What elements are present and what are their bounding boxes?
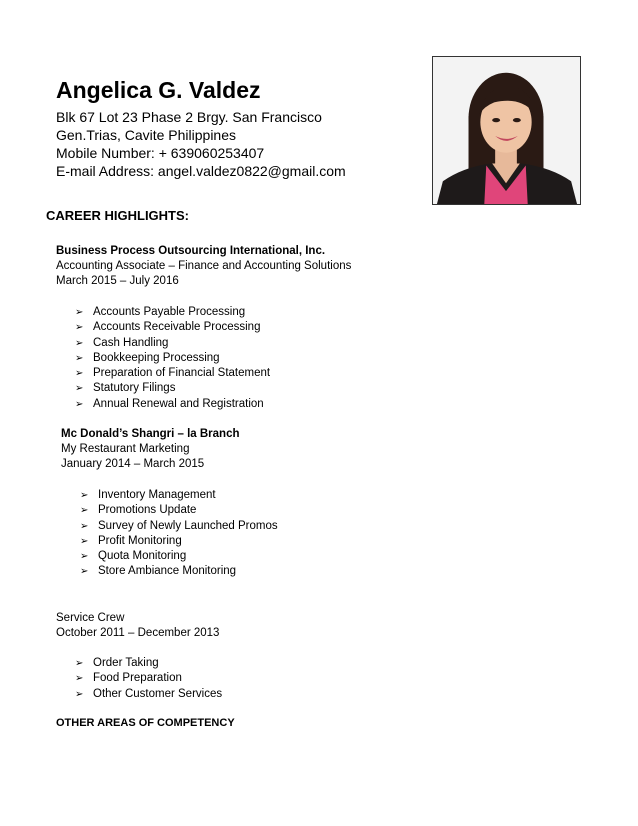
job-entry-2 [61, 427, 240, 472]
address-line-1: Blk 67 Lot 23 Phase 2 Brgy. San Francisco [56, 109, 322, 125]
list-item: ➢ Statutory Filings [75, 381, 270, 396]
arrow-bullet-icon: ➢ [80, 535, 89, 547]
arrow-bullet-icon: ➢ [80, 520, 89, 532]
profile-photo-icon [433, 57, 580, 204]
job-entry-1 [56, 244, 351, 289]
list-item: ➢ Bookkeeping Processing [75, 351, 270, 366]
arrow-bullet-icon: ➢ [75, 688, 84, 700]
arrow-bullet-icon: ➢ [80, 505, 89, 517]
job-2-duties [80, 488, 278, 580]
arrow-bullet-icon: ➢ [75, 368, 84, 380]
arrow-bullet-icon: ➢ [80, 566, 89, 578]
list-item: ➢ Inventory Management [80, 488, 278, 503]
arrow-bullet-icon: ➢ [75, 658, 84, 669]
arrow-bullet-icon: ➢ [80, 551, 89, 563]
address-line-2: Gen.Trias, Cavite Philippines [56, 127, 237, 143]
list-item: ➢ Quota Monitoring [80, 549, 278, 564]
list-item: ➢ Accounts Payable Processing [75, 305, 270, 320]
arrow-bullet-icon: ➢ [75, 352, 84, 364]
list-item: ➢ Promotions Update [80, 503, 278, 518]
other-competency-heading: OTHER AREAS OF COMPETENCY [56, 717, 235, 729]
job-1-duties [75, 305, 270, 412]
job-3-duties [75, 656, 222, 702]
job-role: Accounting Associate – Finance and Accounting Solutions [56, 260, 352, 272]
job-company: Business Process Outsourcing International, Inc. [56, 245, 326, 257]
job-entry-3 [56, 611, 219, 641]
arrow-bullet-icon: ➢ [80, 490, 89, 501]
profile-photo [432, 56, 581, 205]
job-period: March 2015 – July 2016 [56, 275, 179, 287]
career-highlights-heading: CAREER HIGHLIGHTS: [46, 208, 189, 223]
arrow-bullet-icon: ➢ [75, 307, 84, 318]
mobile-number: Mobile Number: + 639060253407 [56, 145, 265, 161]
list-item: ➢ Preparation of Financial Statement [75, 366, 270, 381]
list-item: ➢ Cash Handling [75, 336, 270, 351]
applicant-name: Angelica G. Valdez [56, 77, 261, 103]
job-period: January 2014 – March 2015 [61, 458, 205, 470]
list-item: ➢ Annual Renewal and Registration [75, 397, 270, 412]
job-role: Service Crew [56, 612, 125, 624]
arrow-bullet-icon: ➢ [75, 337, 84, 349]
list-item: ➢ Profit Monitoring [80, 534, 278, 549]
job-company: Mc Donald’s Shangri – la Branch [61, 428, 240, 440]
arrow-bullet-icon: ➢ [75, 398, 84, 410]
list-item: ➢ Order Taking [75, 656, 222, 671]
job-period: October 2011 – December 2013 [56, 627, 220, 639]
arrow-bullet-icon: ➢ [75, 673, 84, 685]
list-item: ➢ Survey of Newly Launched Promos [80, 519, 278, 534]
arrow-bullet-icon: ➢ [75, 322, 84, 334]
list-item: ➢ Accounts Receivable Processing [75, 320, 270, 335]
list-item: ➢ Food Preparation [75, 671, 222, 686]
resume-header [56, 76, 416, 180]
arrow-bullet-icon: ➢ [75, 383, 84, 395]
list-item: ➢ Store Ambiance Monitoring [80, 564, 278, 579]
email-address: E-mail Address: angel.valdez0822@gmail.com [56, 163, 346, 179]
list-item: ➢ Other Customer Services [75, 687, 222, 702]
job-role: My Restaurant Marketing [61, 443, 190, 455]
